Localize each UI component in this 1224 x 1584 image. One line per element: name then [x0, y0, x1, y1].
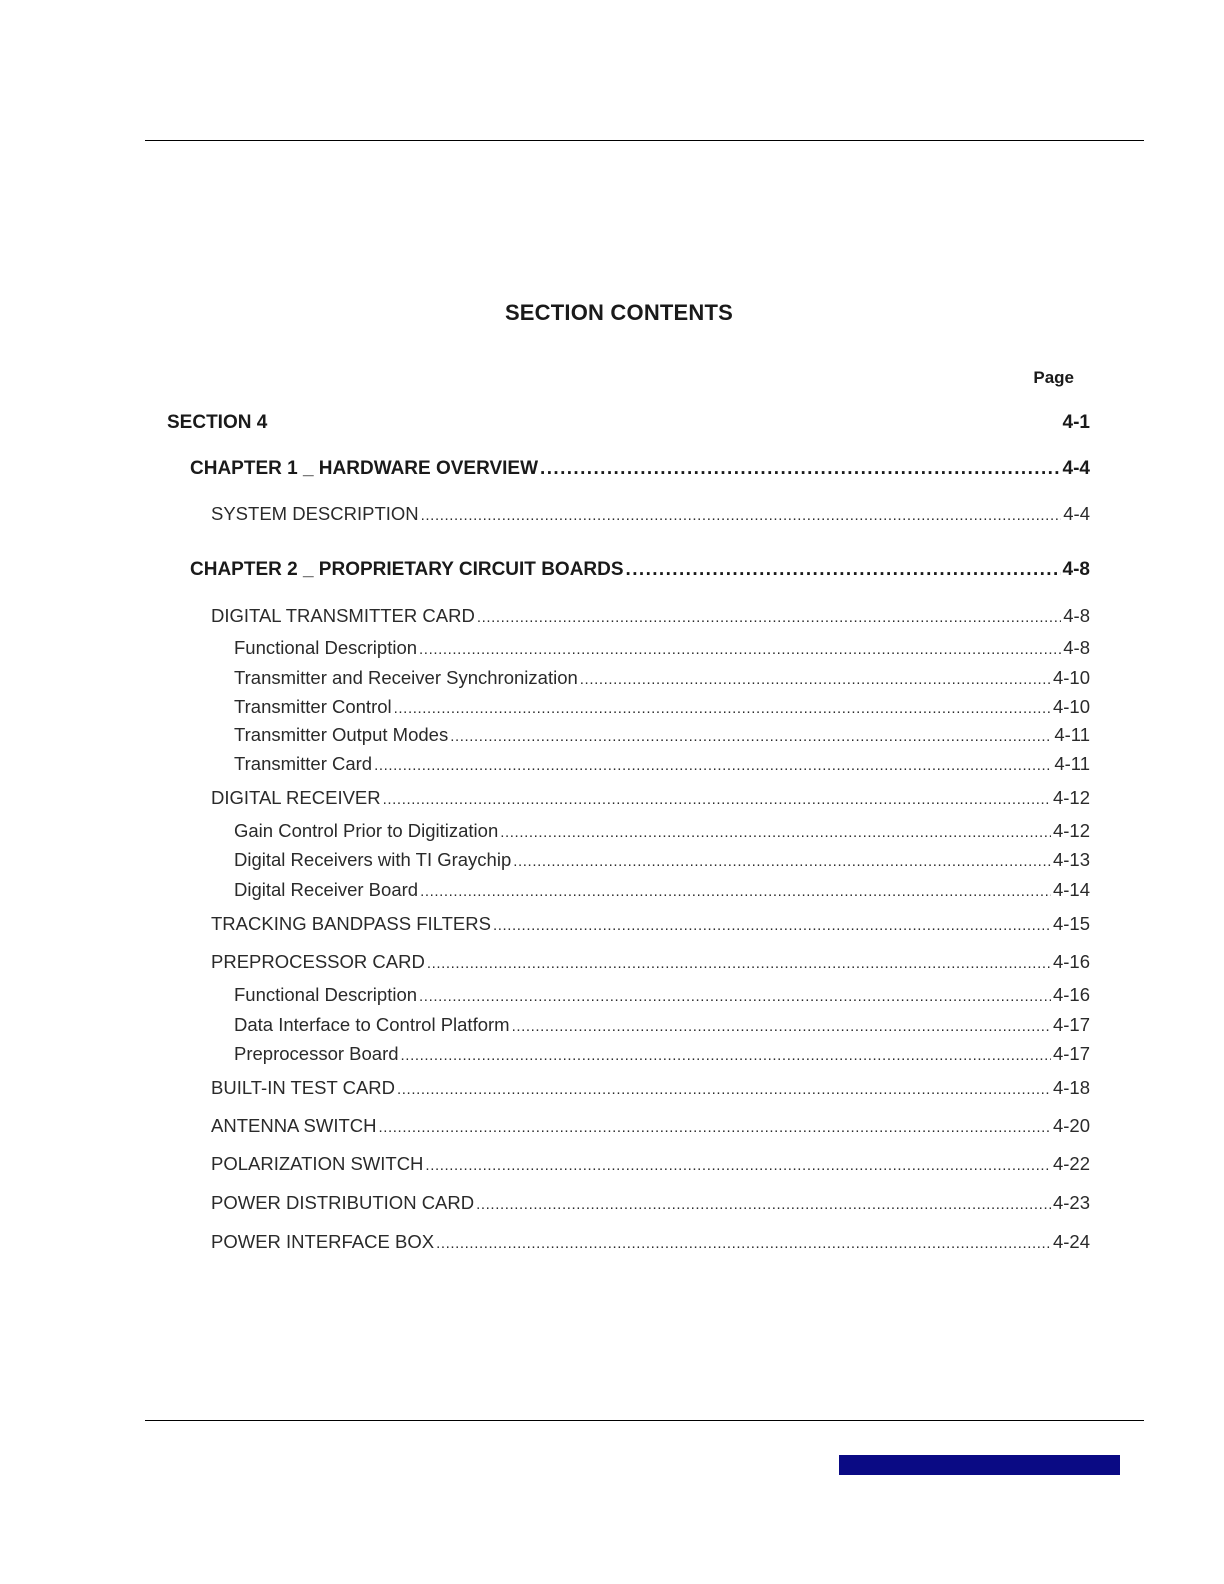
dot-leader [500, 824, 1051, 841]
toc-entry-label: TRACKING BANDPASS FILTERS [211, 913, 491, 934]
dot-leader [450, 728, 1052, 745]
toc-entry-polarization-switch[interactable] [211, 1153, 1090, 1175]
toc-entry-label: PREPROCESSOR CARD [211, 951, 425, 972]
dot-leader [419, 988, 1051, 1005]
dot-leader [476, 1196, 1051, 1213]
dot-leader [513, 853, 1051, 870]
toc-entry-page: 4-18 [1052, 1077, 1090, 1098]
dot-leader [427, 955, 1051, 972]
toc-entry-chapter-1[interactable] [190, 458, 1090, 480]
toc-entry-tracking-bandpass-filters[interactable] [211, 913, 1090, 935]
toc-entry-page: 4-10 [1052, 667, 1090, 688]
toc-entry-page: 4-11 [1054, 753, 1090, 774]
toc-entry-page: 4-8 [1063, 605, 1090, 626]
toc-entry-page: 4-8 [1063, 637, 1090, 658]
toc-entry-label: Functional Description [234, 637, 418, 658]
toc-entry-page: 4-1 [1062, 412, 1090, 433]
toc-entry-chapter-2[interactable] [190, 559, 1090, 581]
toc-entry-label: Transmitter Card [234, 753, 373, 774]
toc-entry-page: 4-12 [1052, 787, 1090, 808]
dot-leader [425, 1157, 1051, 1174]
footer-rule [145, 1420, 1144, 1421]
toc-entry-data-interface[interactable] [234, 1014, 1090, 1036]
toc-entry-transmitter-control[interactable] [234, 696, 1090, 718]
toc-entry-digital-receiver[interactable] [211, 787, 1090, 809]
toc-entry-label: CHAPTER 2 _ PROPRIETARY CIRCUIT BOARDS [190, 559, 624, 580]
toc-entry-page: 4-12 [1052, 820, 1090, 841]
toc-entry-label: BUILT-IN TEST CARD [211, 1077, 396, 1098]
toc-entry-label: POWER INTERFACE BOX [211, 1231, 435, 1252]
toc-entry-transmitter-output-modes[interactable] [234, 724, 1090, 746]
toc-entry-digital-receivers-ti[interactable] [234, 849, 1090, 871]
toc-entry-power-interface-box[interactable] [211, 1231, 1090, 1253]
toc-entry-label: Transmitter and Receiver Synchronization [234, 667, 578, 688]
dot-leader [493, 917, 1051, 934]
toc-entry-label: Gain Control Prior to Digitization [234, 820, 499, 841]
toc-entry-section[interactable] [167, 412, 1090, 434]
toc-entry-page: 4-4 [1062, 458, 1090, 479]
toc-entry-label: Transmitter Control [234, 696, 392, 717]
dot-leader [419, 641, 1061, 658]
footer-color-bar [839, 1455, 1120, 1475]
dot-leader [436, 1235, 1051, 1252]
toc-entry-label: Data Interface to Control Platform [234, 1014, 510, 1035]
toc-entry-page: 4-24 [1052, 1231, 1090, 1252]
toc-entry-page: 4-11 [1054, 724, 1090, 745]
dot-leader [477, 609, 1061, 626]
toc-entry-power-distribution-card[interactable] [211, 1192, 1090, 1214]
toc-entry-label: SECTION 4 [167, 412, 268, 433]
toc-entry-label: DIGITAL RECEIVER [211, 787, 381, 808]
toc-entry-page: 4-13 [1052, 849, 1090, 870]
toc-entry-page: 4-17 [1052, 1043, 1090, 1064]
dot-leader [397, 1081, 1051, 1098]
toc-entry-preprocessor-card[interactable] [211, 951, 1090, 973]
toc-entry-label: POLARIZATION SWITCH [211, 1153, 424, 1174]
dot-leader [512, 1018, 1051, 1035]
toc-entry-label: Preprocessor Board [234, 1043, 399, 1064]
dot-leader [394, 700, 1051, 717]
toc-entry-antenna-switch[interactable] [211, 1115, 1090, 1137]
toc-entry-page: 4-15 [1052, 913, 1090, 934]
dot-leader [626, 559, 1061, 581]
toc-entry-label: SYSTEM DESCRIPTION [211, 503, 419, 524]
toc-entry-system-description[interactable] [211, 503, 1090, 525]
dot-leader [421, 507, 1062, 524]
toc-entry-page: 4-23 [1052, 1192, 1090, 1213]
toc-entry-label: Digital Receiver Board [234, 879, 419, 900]
toc-entry-page: 4-22 [1052, 1153, 1090, 1174]
toc-entry-built-in-test-card[interactable] [211, 1077, 1090, 1099]
dot-leader [540, 458, 1061, 480]
toc-entry-page: 4-10 [1052, 696, 1090, 717]
toc-entry-preprocessor-board[interactable] [234, 1043, 1090, 1065]
dot-leader [378, 1119, 1050, 1136]
toc-entry-page: 4-4 [1063, 503, 1090, 524]
toc-entry-label: DIGITAL TRANSMITTER CARD [211, 605, 475, 626]
toc-entry-label: Digital Receivers with TI Graychip [234, 849, 512, 870]
toc-entry-label: POWER DISTRIBUTION CARD [211, 1192, 475, 1213]
page-title: SECTION CONTENTS [504, 300, 734, 325]
toc-entry-page: 4-16 [1052, 984, 1090, 1005]
toc-entry-label: ANTENNA SWITCH [211, 1115, 377, 1136]
page-column-label: Page [1033, 368, 1074, 387]
dot-leader [383, 791, 1051, 808]
toc-entry-tx-rx-sync[interactable] [234, 667, 1090, 689]
toc-entry-pp-functional-description[interactable] [234, 984, 1090, 1006]
toc-entry-page: 4-20 [1052, 1115, 1090, 1136]
toc-entry-page: 4-8 [1062, 559, 1090, 580]
dot-leader [580, 671, 1051, 688]
toc-entry-transmitter-card[interactable] [234, 753, 1090, 775]
toc-entry-page: 4-14 [1052, 879, 1090, 900]
toc-entry-page: 4-16 [1052, 951, 1090, 972]
toc-entry-gain-control[interactable] [234, 820, 1090, 842]
toc-entry-dtc-functional-description[interactable] [234, 637, 1090, 659]
dot-leader [420, 883, 1051, 900]
dot-leader [374, 757, 1052, 774]
header-rule [145, 140, 1144, 141]
toc-entry-label: CHAPTER 1 _ HARDWARE OVERVIEW [190, 458, 539, 479]
toc-entry-digital-transmitter-card[interactable] [211, 605, 1090, 627]
dot-leader [401, 1047, 1051, 1064]
toc-entry-page: 4-17 [1052, 1014, 1090, 1035]
toc-entry-label: Transmitter Output Modes [234, 724, 449, 745]
toc-entry-digital-receiver-board[interactable] [234, 879, 1090, 901]
toc-entry-label: Functional Description [234, 984, 418, 1005]
